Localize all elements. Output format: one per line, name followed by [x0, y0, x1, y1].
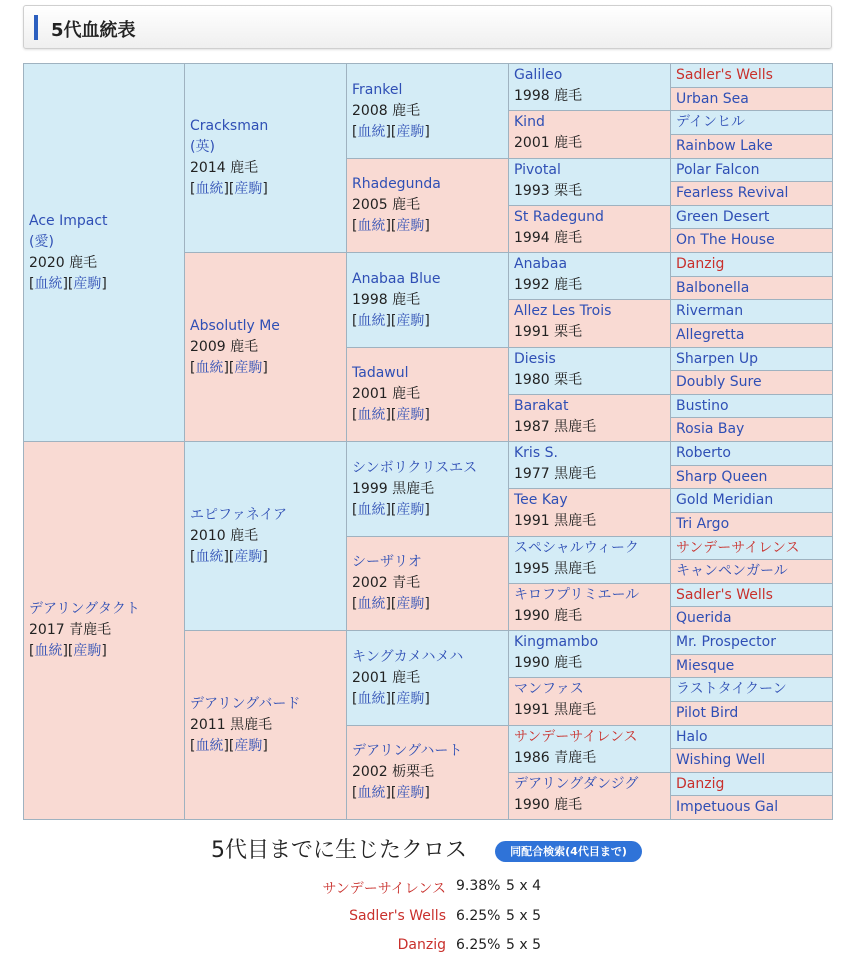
horse-info: 2020 鹿毛 [29, 254, 98, 271]
progeny-link[interactable]: 産駒 [234, 181, 263, 197]
gen4-cell [508, 63, 672, 111]
horse-info: 1977 黒鹿毛 [514, 466, 597, 482]
horse-info: 2008 鹿毛 [352, 102, 421, 119]
horse-name-link[interactable]: Galileo [514, 67, 563, 83]
gen5-cell [670, 205, 833, 229]
horse-name-link[interactable]: Tri Argo [676, 516, 730, 532]
section-header [23, 5, 832, 49]
cross-title: 5代目までに生じたクロス [211, 838, 467, 863]
gen4-cell [508, 488, 672, 537]
horse-name-link[interactable]: Kind [514, 114, 545, 130]
horse-name-link[interactable]: Diesis [514, 351, 556, 367]
horse-name-link[interactable]: Pivotal [514, 162, 561, 178]
gen5-cell [670, 465, 833, 489]
pedigree-link[interactable]: 血統 [357, 218, 386, 234]
horse-info: 1991 黒鹿毛 [514, 702, 597, 718]
progeny-link[interactable]: 産駒 [396, 123, 425, 140]
progeny-link[interactable]: 産駒 [234, 548, 263, 565]
progeny-link[interactable]: 産駒 [396, 407, 425, 423]
pedigree-links: [血統][産駒] [352, 123, 430, 140]
horse-name-link[interactable]: Mr. Prospector [676, 634, 776, 650]
horse-name-link[interactable]: シーザリオ [352, 554, 422, 570]
horse-info: 2001 鹿毛 [514, 135, 583, 151]
gen4-cell [508, 630, 672, 678]
pedigree-link[interactable]: 血統 [195, 548, 224, 565]
horse-name-link[interactable]: シンボリクリスエス [352, 459, 478, 476]
gen5-cell [670, 87, 833, 111]
progeny-link[interactable]: 産駒 [396, 596, 425, 612]
progeny-link[interactable]: 産駒 [73, 275, 102, 292]
gen2-cell [184, 63, 348, 253]
horse-name-link[interactable]: Sadler's Wells [676, 587, 773, 603]
horse-info: 2001 鹿毛 [352, 386, 421, 402]
gen4-cell [508, 677, 672, 726]
gen4-cell [508, 583, 672, 631]
horse-name-link[interactable]: Miesque [676, 658, 735, 674]
horse-info: 1995 黒鹿毛 [514, 561, 597, 577]
pedigree-links: [血統][産駒] [352, 785, 430, 801]
horse-name-link[interactable]: Danzig [676, 256, 725, 272]
gen4-cell [508, 772, 672, 820]
horse-name-link[interactable]: デインヒル [676, 114, 746, 130]
horse-name-link[interactable]: デアリングタクト [29, 601, 140, 617]
gen5-cell [670, 512, 833, 537]
horse-info: 2010 鹿毛 [190, 527, 259, 544]
pedigree-links: [血統][産駒] [190, 181, 268, 197]
horse-name-link[interactable]: Querida [676, 610, 732, 626]
horse-name-link[interactable]: Sadler's Wells [676, 67, 773, 83]
horse-name-link[interactable]: マンファス [514, 681, 584, 697]
horse-name-link[interactable]: サンデーサイレンス [514, 729, 638, 745]
cross-generations: 5 x 5 [506, 937, 541, 953]
pedigree-link[interactable]: 血統 [195, 737, 224, 754]
horse-info: 2002 青毛 [352, 575, 421, 591]
pedigree-link[interactable]: 血統 [357, 407, 386, 423]
horse-country[interactable]: (英) [190, 139, 215, 155]
cross-percentage: 6.25% [456, 908, 501, 924]
progeny-link[interactable]: 産駒 [234, 737, 263, 754]
horse-name-link[interactable]: Rhadegunda [352, 176, 441, 192]
gen3-cell [346, 630, 510, 726]
horse-name-link[interactable]: Rosia Bay [676, 421, 745, 437]
pedigree-links: [血統][産駒] [29, 275, 107, 292]
gen4-cell [508, 536, 672, 584]
header-accent-bar [34, 15, 38, 40]
page-title: 5代血統表 [51, 20, 136, 41]
pedigree-links: [血統][産駒] [352, 218, 430, 234]
gen5-cell [670, 559, 833, 584]
horse-name-link[interactable]: サンデーサイレンス [676, 540, 800, 556]
horse-info: 1991 栗毛 [514, 324, 583, 340]
horse-name-link[interactable]: Tee Kay [514, 492, 568, 508]
gen5-cell [670, 110, 833, 135]
gen4-cell [508, 252, 672, 300]
horse-name-link[interactable]: St Radegund [514, 209, 604, 225]
horse-info: 2001 鹿毛 [352, 669, 421, 686]
gen5-cell [670, 725, 833, 749]
gen5-cell [670, 276, 833, 300]
gen3-cell [346, 63, 510, 159]
horse-info: 1992 鹿毛 [514, 277, 583, 293]
horse-name-link[interactable]: キャンペンガール [676, 563, 788, 579]
gen3-cell [346, 536, 510, 631]
horse-name-link[interactable]: Ace Impact [29, 212, 108, 229]
gen4-cell [508, 205, 672, 253]
horse-info: 1998 鹿毛 [352, 291, 421, 308]
gen5-cell [670, 158, 833, 182]
cross-percentage: 9.38% [456, 878, 501, 894]
gen3-cell [346, 347, 510, 442]
cross-generations: 5 x 5 [506, 908, 541, 924]
pedigree-link[interactable]: 血統 [357, 312, 386, 329]
pedigree-link[interactable]: 血統 [357, 123, 386, 140]
gen5-cell [670, 252, 833, 277]
horse-name-link[interactable]: Pilot Bird [676, 705, 739, 721]
horse-name-link[interactable]: Roberto [676, 445, 731, 461]
horse-name-link[interactable]: Frankel [352, 81, 403, 98]
gen5-cell [670, 583, 833, 607]
horse-info: 1980 栗毛 [514, 372, 583, 388]
cross-horse-name[interactable]: Danzig [397, 937, 446, 953]
progeny-link[interactable]: 産駒 [396, 690, 425, 707]
progeny-link[interactable]: 産駒 [396, 218, 425, 234]
gen5-cell [670, 748, 833, 773]
gen4-cell [508, 299, 672, 348]
pedigree-link[interactable]: 血統 [34, 643, 63, 659]
progeny-link[interactable]: 産駒 [396, 785, 425, 801]
pedigree-links: [血統][産駒] [352, 501, 430, 518]
gen3-cell [346, 725, 510, 820]
horse-name-link[interactable]: Anabaa Blue [352, 270, 441, 287]
cross-generations: 5 x 4 [506, 878, 541, 894]
horse-name-link[interactable]: Impetuous Gal [676, 799, 779, 815]
horse-info: 1998 鹿毛 [514, 88, 583, 104]
horse-name-link[interactable]: Sharp Queen [676, 469, 768, 485]
horse-info: 1986 青鹿毛 [514, 750, 597, 766]
pedigree-link[interactable]: 血統 [357, 690, 386, 707]
horse-name-link[interactable]: On The House [676, 232, 775, 248]
horse-name-link[interactable]: スペシャルウィーク [514, 540, 639, 556]
horse-info: 1990 鹿毛 [514, 608, 583, 624]
horse-name-link[interactable]: デアリングダンジグ [514, 776, 639, 792]
gen5-cell [670, 677, 833, 702]
horse-info: 1991 黒鹿毛 [514, 513, 597, 529]
horse-name-link[interactable]: Absolutly Me [190, 317, 280, 334]
horse-name-link[interactable]: エピファネイア [190, 506, 288, 523]
pedigree-links: [血統][産駒] [190, 737, 268, 754]
horse-info: 1987 黒鹿毛 [514, 419, 597, 435]
horse-name-link[interactable]: キングカメハメハ [352, 648, 464, 665]
pedigree-link[interactable]: 血統 [195, 359, 224, 376]
horse-info: 2017 青鹿毛 [29, 622, 112, 638]
horse-name-link[interactable]: Fearless Revival [676, 185, 789, 201]
horse-name-link[interactable]: Halo [676, 729, 708, 745]
gen5-cell [670, 394, 833, 418]
horse-name-link[interactable]: Green Desert [676, 209, 770, 225]
progeny-link[interactable]: 産駒 [396, 501, 425, 518]
horse-info: 2005 鹿毛 [352, 197, 421, 213]
gen5-cell [670, 536, 833, 560]
gen5-cell [670, 654, 833, 678]
gen5-cell [670, 134, 833, 159]
horse-info: 1990 鹿毛 [514, 655, 583, 671]
horse-name-link[interactable]: Riverman [676, 303, 744, 319]
horse-name-link[interactable]: ラストタイクーン [676, 681, 787, 697]
gen4-cell [508, 110, 672, 159]
horse-name-link[interactable]: Allez Les Trois [514, 303, 612, 319]
gen2-cell [184, 441, 348, 631]
horse-name-link[interactable]: Rainbow Lake [676, 138, 773, 154]
gen5-cell [670, 347, 833, 371]
gen5-cell [670, 701, 833, 726]
horse-name-link[interactable]: Gold Meridian [676, 492, 774, 508]
pedigree-links: [血統][産駒] [352, 596, 430, 612]
pedigree-link[interactable]: 血統 [357, 501, 386, 518]
horse-name-link[interactable]: Danzig [676, 776, 725, 792]
gen5-cell [670, 323, 833, 348]
horse-name-link[interactable]: Balbonella [676, 280, 750, 296]
horse-name-link[interactable]: Urban Sea [676, 91, 749, 107]
gen5-cell [670, 228, 833, 253]
gen4-cell [508, 394, 672, 442]
gen2-cell [184, 252, 348, 442]
cross-horse-name[interactable]: サンデーサイレンス [322, 881, 446, 897]
pedigree-link[interactable]: 血統 [34, 275, 63, 292]
gen5-cell [670, 417, 833, 442]
pedigree-links: [血統][産駒] [190, 359, 268, 376]
horse-name-link[interactable]: Anabaa [514, 256, 568, 272]
gen4-cell [508, 158, 672, 206]
horse-info: 2011 黒鹿毛 [190, 716, 273, 733]
pedigree-links: [血統][産駒] [352, 690, 430, 707]
horse-info: 1993 栗毛 [514, 183, 583, 199]
horse-info: 1999 黒鹿毛 [352, 480, 435, 497]
gen4-cell [508, 441, 672, 489]
progeny-link[interactable]: 産駒 [234, 359, 263, 376]
gen4-cell [508, 347, 672, 395]
pedigree-links: [血統][産駒] [352, 407, 430, 423]
gen5-cell [670, 370, 833, 395]
progeny-link[interactable]: 産駒 [73, 643, 102, 659]
horse-name-link[interactable]: Sharpen Up [676, 351, 759, 367]
horse-name-link[interactable]: Kingmambo [514, 634, 599, 650]
cross-horse-name[interactable]: Sadler's Wells [349, 908, 446, 924]
horse-name-link[interactable]: Cracksman [190, 118, 269, 134]
gen1-cell [23, 63, 186, 442]
pedigree-link[interactable]: 血統 [357, 596, 386, 612]
horse-name-link[interactable]: Tadawul [352, 365, 409, 381]
gen3-cell [346, 158, 510, 253]
gen4-cell [508, 725, 672, 773]
pedigree-link[interactable]: 血統 [195, 181, 224, 197]
gen5-cell [670, 772, 833, 796]
gen5-cell [670, 441, 833, 466]
horse-name-link[interactable]: Barakat [514, 398, 569, 414]
gen2-cell [184, 630, 348, 820]
horse-name-link[interactable]: Doubly Sure [676, 374, 762, 390]
gen1-cell [23, 441, 186, 820]
horse-name-link[interactable]: Bustino [676, 398, 729, 414]
horse-name-link[interactable]: デアリングバード [190, 695, 301, 712]
pedigree-link[interactable]: 血統 [357, 785, 386, 801]
horse-info: 2009 鹿毛 [190, 338, 259, 355]
horse-name-link[interactable]: Polar Falcon [676, 162, 760, 178]
gen5-cell [670, 606, 833, 631]
gen5-cell [670, 795, 833, 820]
gen5-cell [670, 488, 833, 513]
gen5-cell [670, 181, 833, 206]
pedigree-links: [血統][産駒] [352, 312, 430, 329]
horse-country[interactable]: (愛) [29, 233, 54, 250]
cross-percentage: 6.25% [456, 937, 501, 953]
horse-name-link[interactable]: キロフプリミエール [514, 587, 640, 603]
gen5-cell [670, 63, 833, 88]
horse-name-link[interactable]: デアリングハート [352, 743, 463, 759]
horse-name-link[interactable]: Wishing Well [676, 752, 766, 768]
same-mating-search-button[interactable]: 同配合検索(4代目まで) [495, 841, 642, 862]
pedigree-links: [血統][産駒] [29, 643, 107, 659]
progeny-link[interactable]: 産駒 [396, 312, 425, 329]
horse-info: 1990 鹿毛 [514, 797, 583, 813]
gen3-cell [346, 441, 510, 537]
horse-info: 2002 栃栗毛 [352, 764, 435, 780]
gen5-cell [670, 299, 833, 324]
horse-name-link[interactable]: Kris S. [514, 445, 558, 461]
horse-info: 1994 鹿毛 [514, 230, 583, 246]
pedigree-links: [血統][産駒] [190, 548, 268, 565]
horse-info: 2014 鹿毛 [190, 160, 259, 176]
horse-name-link[interactable]: Allegretta [676, 327, 745, 343]
gen5-cell [670, 630, 833, 655]
gen3-cell [346, 252, 510, 348]
